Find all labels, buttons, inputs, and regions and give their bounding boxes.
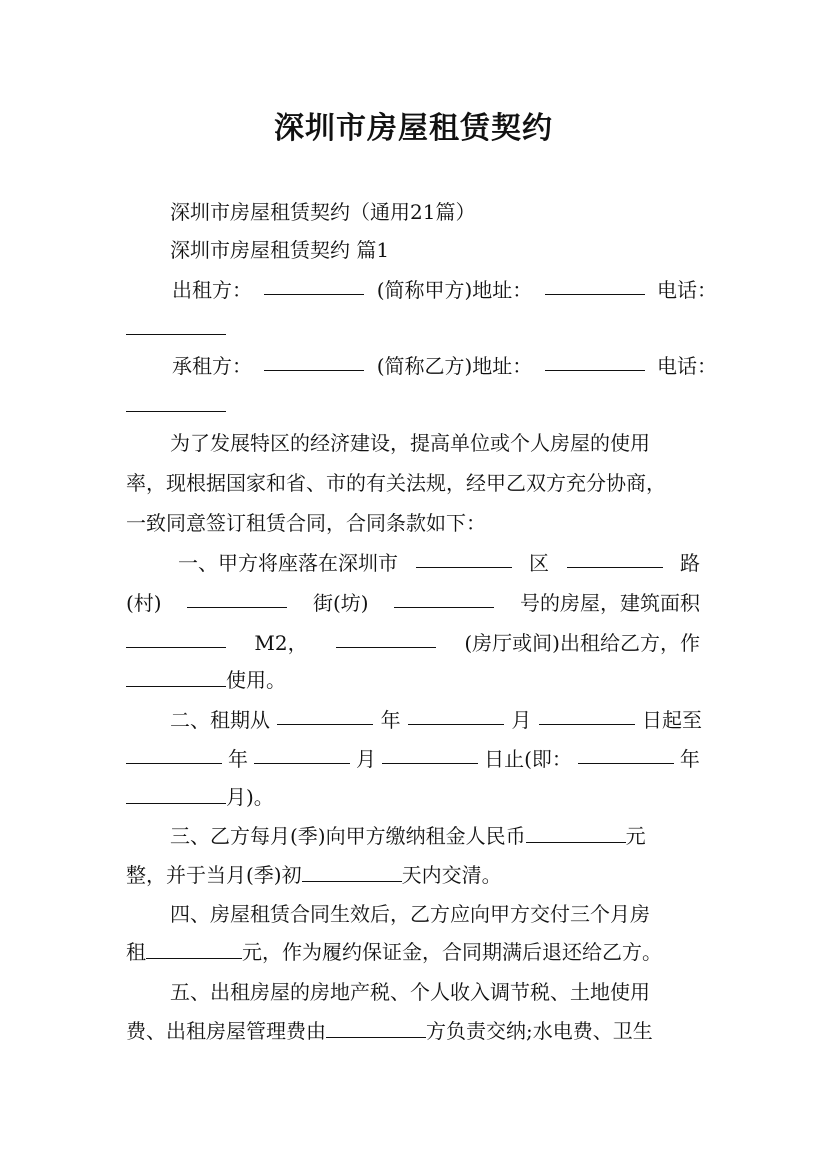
lessor-address-label: (简称甲方)地址： — [376, 278, 533, 302]
blank — [408, 706, 504, 725]
lessee-address-label: (简称乙方)地址： — [376, 354, 533, 378]
subtitle-line: 深圳市房屋租赁契约（通用21篇） — [170, 200, 476, 224]
blank — [146, 940, 242, 959]
clause-5-line-2 — [126, 1017, 653, 1045]
blank — [126, 629, 226, 648]
clause-4-line-2 — [126, 938, 662, 966]
intro-line-1: 为了发展特区的经济建设，提高单位或个人房屋的使用 — [170, 431, 650, 455]
clause-text: 号的房屋，建筑面积 — [519, 591, 700, 615]
blank — [126, 785, 226, 804]
blank — [545, 352, 645, 371]
blank — [394, 589, 494, 608]
clause-1-line-3 — [126, 629, 700, 657]
clause-1-line-2 — [126, 589, 700, 617]
lessor-line — [172, 276, 717, 304]
blank — [264, 276, 364, 295]
intro-line-2: 率，现根据国家和省、市的有关法规，经甲乙双方充分协商， — [126, 471, 666, 495]
clause-text: 使用。 — [226, 668, 286, 692]
clause-text: 日止(即： — [484, 747, 572, 771]
blank — [382, 745, 478, 764]
clause-2-line-2 — [126, 745, 700, 773]
clause-text: 月 — [356, 747, 377, 771]
lessor-phone-blank-line — [126, 314, 226, 342]
clause-text: 年 — [228, 747, 249, 771]
blank — [539, 706, 635, 725]
clause-text: 月 — [511, 708, 532, 732]
clause-text: (村) — [126, 591, 162, 615]
intro-line-3: 一致同意签订租赁合同，合同条款如下： — [126, 511, 486, 535]
clause-text: 一、甲方将座落在深圳市 — [178, 551, 398, 575]
clause-text: 区 — [529, 551, 549, 575]
clause-text: 三、乙方每月(季)向甲方缴纳租金人民币 — [170, 824, 526, 848]
blank — [126, 393, 226, 412]
blank — [545, 276, 645, 295]
clause-1-line-1 — [178, 549, 700, 577]
clause-1-line-4 — [126, 666, 286, 694]
blank — [126, 668, 226, 687]
clause-text: 年 — [679, 747, 700, 771]
blank — [336, 629, 436, 648]
clause-2-line-1 — [170, 706, 702, 734]
blank — [254, 745, 350, 764]
clause-3-line-2 — [126, 861, 502, 889]
lessee-phone-label: 电话： — [656, 354, 717, 378]
lessor-label: 出租方： — [172, 278, 252, 302]
clause-4-line-1: 四、房屋租赁合同生效后，乙方应向甲方交付三个月房 — [170, 902, 650, 926]
blank — [416, 549, 512, 568]
clause-text: 元，作为履约保证金，合同期满后退还给乙方。 — [242, 940, 662, 964]
clause-text: 方负责交纳;水电费、卫生 — [426, 1019, 653, 1043]
clause-text: 日起至 — [641, 708, 702, 732]
lessee-line — [172, 352, 717, 380]
clause-text: 租 — [126, 940, 146, 964]
section-heading: 深圳市房屋租赁契约 篇1 — [170, 238, 390, 262]
clause-text: 街(坊) — [312, 591, 369, 615]
clause-text: 元 — [625, 824, 646, 848]
blank — [578, 745, 674, 764]
clause-text: 年 — [380, 708, 401, 732]
lessee-phone-blank-line — [126, 391, 226, 419]
lessee-label: 承租方： — [172, 354, 252, 378]
document-title: 深圳市房屋租赁契约 — [274, 111, 553, 146]
clause-text: 天内交清。 — [401, 863, 502, 887]
lessor-phone-label: 电话： — [656, 278, 717, 302]
clause-text: 整，并于当月(季)初 — [126, 863, 302, 887]
clause-text: (房厅或间)出租给乙方，作 — [464, 631, 700, 655]
blank — [567, 549, 663, 568]
blank — [187, 589, 287, 608]
clause-text: 月)。 — [226, 785, 274, 809]
blank — [326, 1019, 426, 1038]
blank — [277, 706, 373, 725]
clause-text: 费、出租房屋管理费由 — [126, 1019, 326, 1043]
blank — [126, 745, 222, 764]
blank — [526, 824, 626, 843]
clause-2-line-3 — [126, 783, 274, 811]
blank — [126, 316, 226, 335]
clause-3-line-1 — [170, 822, 646, 850]
clause-5-line-1: 五、出租房屋的房地产税、个人收入调节税、土地使用 — [170, 980, 650, 1004]
blank — [264, 352, 364, 371]
clause-text: M2， — [254, 631, 308, 655]
clause-text: 路 — [680, 551, 700, 575]
blank — [302, 863, 402, 882]
clause-text: 二、租期从 — [170, 708, 270, 732]
